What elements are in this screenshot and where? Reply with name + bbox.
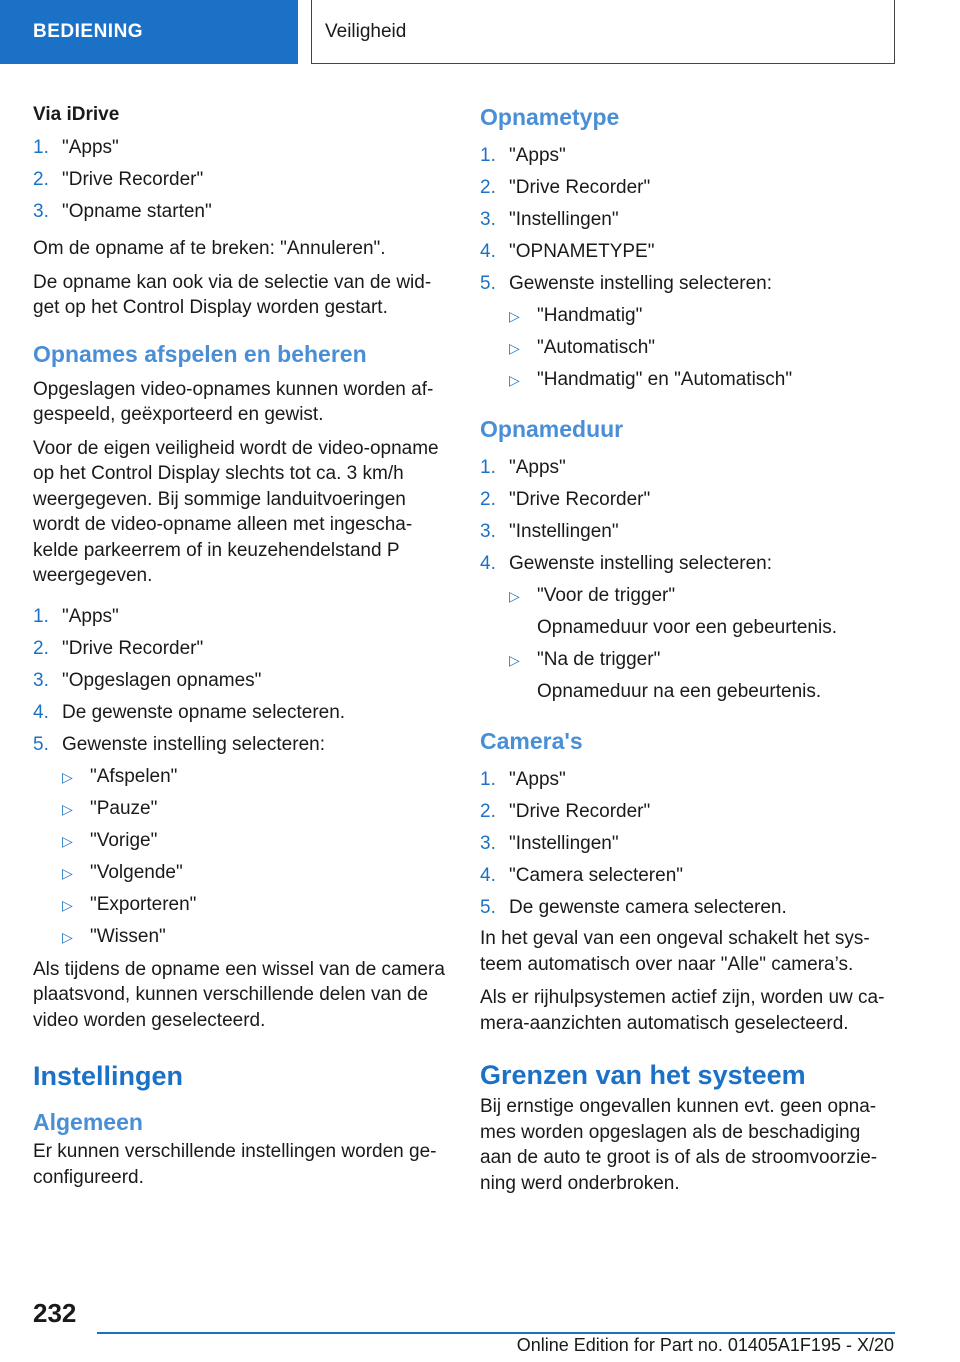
heading-playback: Opnames afspelen en beheren [33,340,367,367]
step-number: 2. [480,489,496,510]
option-label: "Handmatig" en "Automatisch" [537,369,793,390]
triangle-bullet-icon: ▷ [509,340,520,356]
step-text: "Drive Recorder" [509,177,651,198]
paragraph: Als tijdens de opname een wissel van de camera plaatsvond, kunnen verschillende delen van de video worden geselecteerd. [33,958,445,1031]
section-tab: BEDIENING [0,0,298,64]
list-item [480,172,890,204]
step-number: 2. [480,801,496,822]
option-list [509,580,890,708]
triangle-bullet-icon: ▷ [62,928,73,945]
paragraph: Om de opname af te breken: "Annuleren". [33,238,386,259]
cameras-steps [480,764,890,924]
option-label: "Wissen" [90,925,166,947]
heading-general: Algemeen [33,1109,143,1135]
chapter-title: Veiligheid [311,0,895,64]
step-text: "Instellingen" [509,521,619,542]
step-number: 5. [480,273,496,294]
recording-duration-steps [480,452,890,708]
triangle-bullet-icon: ▷ [509,372,520,388]
option-label: "Exporteren" [90,893,197,915]
option-label: "Automatisch" [537,337,656,358]
triangle-bullet-icon: ▷ [509,652,520,668]
step-number: 4. [480,553,496,574]
step-text: De gewenste opname selecteren. [62,701,346,723]
list-item [480,268,890,396]
step-number: 4. [480,865,496,886]
option-item [62,857,445,889]
left-column [33,100,445,1198]
paragraph: Voor de eigen veiligheid wordt de video-opname op het Control Display slechts tot ca. 3 km/h weergegeven. Bij sommige landuitvoeringen wordt de video-opname alleen met ingeschakelde parkeerrem of in keuzehendelstand P weergegeven. [33,437,439,586]
step-text: "Apps" [509,769,566,790]
step-number: 1. [480,457,496,478]
option-label: "Vorige" [90,829,158,851]
list-item [33,633,445,665]
right-column [480,100,890,1204]
option-list [62,761,445,953]
paragraph: De opname kan ook via de selectie van de widget op het Control Display worden gestart. [33,271,432,318]
step-text: "Apps" [509,145,566,166]
option-item [62,921,445,953]
list-item [480,140,890,172]
step-number: 1. [33,605,49,627]
option-label: "Pauze" [90,797,158,819]
option-description: Opnameduur voor een gebeurtenis. [537,617,837,638]
paragraph: In het geval van een ongeval schakelt het systeem automatisch over naar "Alle" camera’s. [480,928,870,975]
paragraph: Bij ernstige ongevallen kunnen evt. geen opnames worden opgeslagen als de beschadiging aan de auto te groot is of als de stroomvoorziening werd onderbroken. [480,1096,878,1194]
step-number: 1. [480,145,496,166]
list-item [480,548,890,708]
step-text: "Drive Recorder" [509,489,651,510]
triangle-bullet-icon: ▷ [62,768,73,785]
step-text: "Drive Recorder" [62,637,204,659]
list-item [33,697,445,729]
option-label: "Afspelen" [90,765,178,787]
heading-settings: Instellingen [33,1061,184,1091]
step-number: 3. [33,201,49,222]
triangle-bullet-icon: ▷ [62,832,73,849]
option-label: "Voor de trigger" [537,585,676,606]
step-number: 3. [33,669,49,691]
triangle-bullet-icon: ▷ [62,800,73,817]
list-item [480,860,890,892]
list-item [480,892,890,924]
step-text: "Apps" [62,605,119,627]
list-item [480,452,890,484]
paragraph: Als er rijhulpsystemen actief zijn, worden uw camera-aanzichten automatisch geselecteerd. [480,987,885,1034]
step-text: Gewenste instelling selecteren: [62,733,325,755]
list-item [33,665,445,697]
step-text: "Camera selecteren" [509,865,684,886]
step-text: De gewenste camera selecteren. [509,897,787,918]
step-number: 3. [480,833,496,854]
option-item [62,793,445,825]
option-item [509,580,890,644]
step-number: 2. [33,637,49,659]
step-number: 3. [480,209,496,230]
page-number: 232 [33,1298,77,1328]
option-list [509,300,890,396]
list-item [33,729,445,953]
recording-type-steps [480,140,890,396]
option-label: "Handmatig" [537,305,643,326]
step-text: "Drive Recorder" [62,169,204,190]
step-text: Gewenste instelling selecteren: [509,273,772,294]
step-text: "Apps" [62,137,119,158]
list-item [33,196,445,228]
step-text: "Instellingen" [509,209,619,230]
option-item [509,300,890,332]
option-description: Opnameduur na een gebeurtenis. [537,681,822,702]
list-item [33,132,445,164]
list-item [33,601,445,633]
via-idrive-steps [33,132,445,228]
step-number: 4. [480,241,496,262]
heading-recording-duration: Opnameduur [480,416,624,442]
step-number: 1. [33,137,49,158]
list-item [33,164,445,196]
step-number: 5. [33,733,49,755]
heading-cameras: Camera's [480,728,583,754]
option-item [62,761,445,793]
step-number: 5. [480,897,496,918]
option-item [509,644,890,708]
list-item [480,516,890,548]
list-item [480,764,890,796]
step-number: 4. [33,701,49,723]
list-item [480,484,890,516]
via-idrive-title: Via iDrive [33,104,120,125]
list-item [480,828,890,860]
list-item [480,796,890,828]
step-text: "Drive Recorder" [509,801,651,822]
triangle-bullet-icon: ▷ [509,308,520,324]
step-number: 2. [33,169,49,190]
heading-recording-type: Opnametype [480,104,620,130]
heading-system-limits: Grenzen van het systeem [480,1060,806,1090]
paragraph: Opgeslagen video-opnames kunnen worden afgespeeld, geëxporteerd en gewist. [33,378,434,425]
paragraph: Er kunnen verschillende instellingen worden geconfigureerd. [33,1141,437,1188]
footer-divider [97,1332,895,1334]
step-text: "Instellingen" [509,833,619,854]
step-text: Gewenste instelling selecteren: [509,553,772,574]
step-number: 3. [480,521,496,542]
option-item [509,332,890,364]
list-item [480,236,890,268]
triangle-bullet-icon: ▷ [509,588,520,604]
step-number: 2. [480,177,496,198]
option-item [62,825,445,857]
step-text: "OPNAMETYPE" [509,241,655,262]
step-text: "Opname starten" [62,201,212,222]
option-label: "Na de trigger" [537,649,661,670]
edition-note: Online Edition for Part no. 01405A1F195 - X/20 [516,1335,894,1355]
step-text: "Apps" [509,457,566,478]
playback-steps [33,601,445,953]
triangle-bullet-icon: ▷ [62,864,73,881]
option-item [509,364,890,396]
option-label: "Volgende" [90,861,183,883]
option-item [62,889,445,921]
list-item [480,204,890,236]
triangle-bullet-icon: ▷ [62,896,73,913]
step-number: 1. [480,769,496,790]
step-text: "Opgeslagen opnames" [62,669,262,691]
